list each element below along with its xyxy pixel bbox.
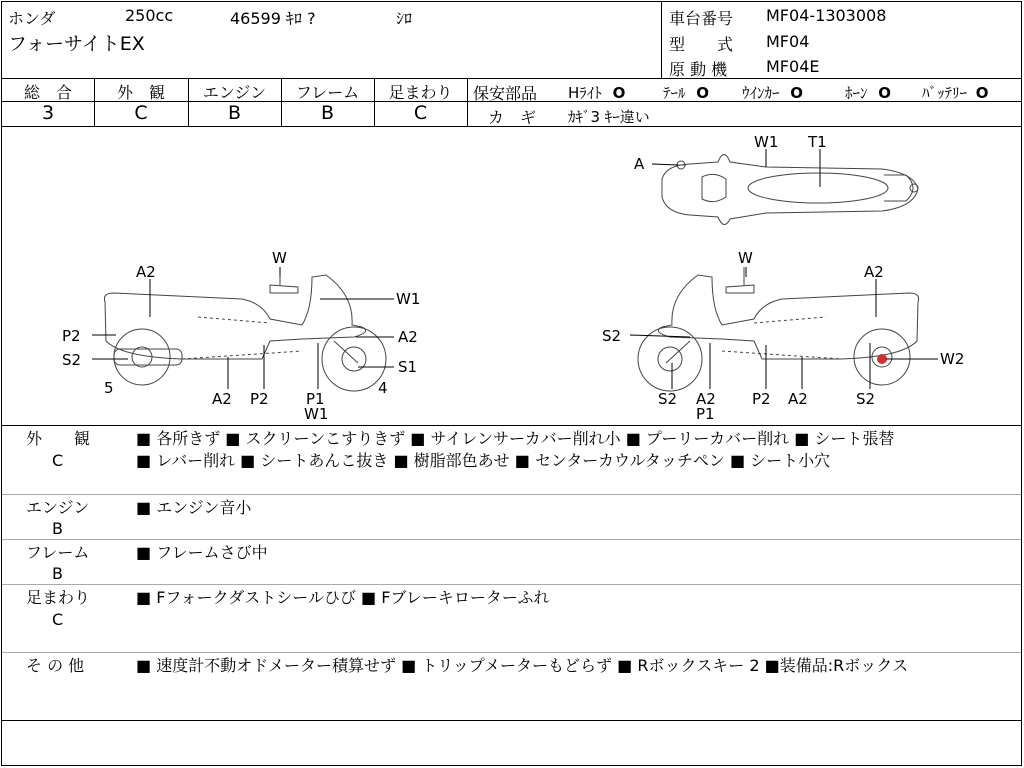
safety-item-tail — [663, 82, 709, 103]
diagram-labels — [62, 133, 964, 423]
label-left-4: 4 — [378, 379, 388, 397]
safety-label: 保安部品 — [473, 84, 538, 103]
frame-no-label: 車台番号 — [669, 9, 734, 28]
label-left-W1b: W1 — [304, 405, 329, 423]
section-engine-grade: B — [52, 519, 63, 538]
section-other-line: ■ 速度計不動オドメーター積算せず ■ トリップメーターもどらず ■ Rボックスキー 2 ■装備品:Rボックス — [136, 656, 909, 675]
engine-label: 原 動 機 — [669, 60, 728, 79]
safety-item-label: ﾊﾞｯﾃﾘｰ — [922, 84, 968, 102]
grade-overall: 3 — [41, 102, 55, 124]
label-left-W: W — [272, 249, 287, 267]
grade-exterior: C — [134, 102, 148, 124]
section-suspension-grade: C — [52, 610, 64, 629]
grade-header-suspension: 足まわり — [388, 83, 453, 102]
label-right-P2: P2 — [752, 390, 771, 408]
section-exterior-title: 外 観 — [26, 429, 91, 448]
label-left-S1: S1 — [398, 358, 418, 376]
section-exterior-line: ■ 各所きず ■ スクリーンこすりきず ■ サイレンサーカバー削れ小 ■ プーリーカバー削れ ■ シート張替 — [136, 429, 895, 448]
section-suspension-line: ■ Fフォークダストシールひび ■ Fブレーキローターふれ — [136, 588, 550, 607]
label-left-5: 5 — [104, 379, 114, 397]
engine-value: MF04E — [766, 57, 820, 76]
section-frame-grade: B — [52, 564, 63, 583]
grade-header-engine: エンジン — [202, 83, 267, 102]
label-left-S2: S2 — [62, 351, 82, 369]
grade-header-frame: フレーム — [295, 83, 360, 102]
key-label: カ ギ — [488, 108, 537, 127]
label-left-P2b: P2 — [250, 390, 269, 408]
label-right-S2: S2 — [602, 327, 622, 345]
label-left-P2: P2 — [62, 327, 81, 345]
label-right-W2: W2 — [940, 350, 965, 368]
section-other-title: そ の 他 — [26, 656, 85, 675]
safety-item-horn — [845, 82, 891, 103]
label-right-W: W — [738, 249, 753, 267]
type-value: MF04 — [766, 32, 810, 51]
section-frame-title: フレーム — [26, 543, 90, 562]
ok-mark: O — [975, 84, 989, 102]
mileage: 46599 ｷﾛ ? — [230, 9, 316, 28]
label-top-T1: T1 — [808, 133, 827, 151]
label-left-P1: P1 — [306, 390, 325, 408]
label-right-S2c: S2 — [856, 390, 876, 408]
scooter-top-view — [662, 155, 918, 225]
inspection-sheet — [1, 1, 1022, 766]
safety-item-label: ｳｲﾝｶｰ — [742, 84, 780, 102]
scooter-left-view — [104, 267, 386, 391]
label-left-A2c: A2 — [212, 390, 232, 408]
safety-item-battery — [922, 82, 989, 103]
scooter-right-view — [638, 267, 919, 391]
section-suspension-title: 足まわり — [26, 588, 91, 607]
grade-header-overall: 総 合 — [23, 83, 72, 102]
type-label: 型 式 — [669, 35, 734, 54]
ok-mark: O — [878, 84, 892, 102]
ok-mark: O — [696, 84, 710, 102]
grade-divider — [467, 78, 468, 126]
displacement: 250cc — [125, 6, 174, 25]
rule — [2, 539, 1021, 540]
section-engine-title: エンジン — [26, 498, 90, 517]
safety-item-label: ﾎｰﾝ — [845, 84, 868, 102]
section-exterior-line: ■ レバー削れ ■ シートあんこ抜き ■ 樹脂部色あせ ■ センターカウルタッチペン ■ シート小穴 — [136, 451, 831, 470]
label-right-A2b: A2 — [696, 390, 716, 408]
label-right-A2: A2 — [864, 263, 884, 281]
label-left-A2b: A2 — [398, 328, 418, 346]
label-top-A: A — [634, 155, 645, 173]
label-right-P1: P1 — [696, 405, 715, 423]
safety-item-winker — [742, 82, 803, 103]
safety-item-headlight — [568, 82, 625, 103]
section-engine-line: ■ エンジン音小 — [136, 498, 252, 517]
rule — [2, 425, 1021, 426]
ok-mark: O — [790, 84, 804, 102]
damage-mark — [877, 354, 887, 364]
label-top-W1: W1 — [754, 133, 779, 151]
rule — [2, 78, 1021, 79]
section-frame-line: ■ フレームさび中 — [136, 543, 268, 562]
rule — [2, 720, 1021, 721]
rule — [2, 494, 1021, 495]
header-divider — [661, 2, 662, 78]
rule — [2, 652, 1021, 653]
safety-item-label: Hﾗｲﾄ — [568, 84, 602, 102]
color: ｼﾛ — [396, 9, 413, 28]
section-exterior-grade: C — [52, 451, 64, 470]
label-right-A2c: A2 — [788, 390, 808, 408]
grade-header-exterior: 外 観 — [116, 83, 165, 102]
label-left-W1: W1 — [396, 290, 421, 308]
rule — [2, 584, 1021, 585]
maker: ホンダ — [8, 9, 56, 28]
frame-no: MF04-1303008 — [766, 6, 887, 25]
label-right-S2b: S2 — [658, 390, 678, 408]
key-value: ｶｷﾞ3 ｷｰ違い — [568, 108, 650, 126]
scooter-diagram — [2, 127, 1021, 425]
grade-frame: B — [320, 102, 335, 124]
ok-mark: O — [612, 84, 626, 102]
safety-item-label: ﾃｰﾙ — [663, 84, 686, 102]
grade-engine: B — [227, 102, 242, 124]
grade-suspension: C — [413, 102, 428, 124]
model-name: フォーサイトEX — [8, 33, 145, 55]
callout-lines — [92, 149, 938, 389]
label-left-A2: A2 — [136, 263, 156, 281]
